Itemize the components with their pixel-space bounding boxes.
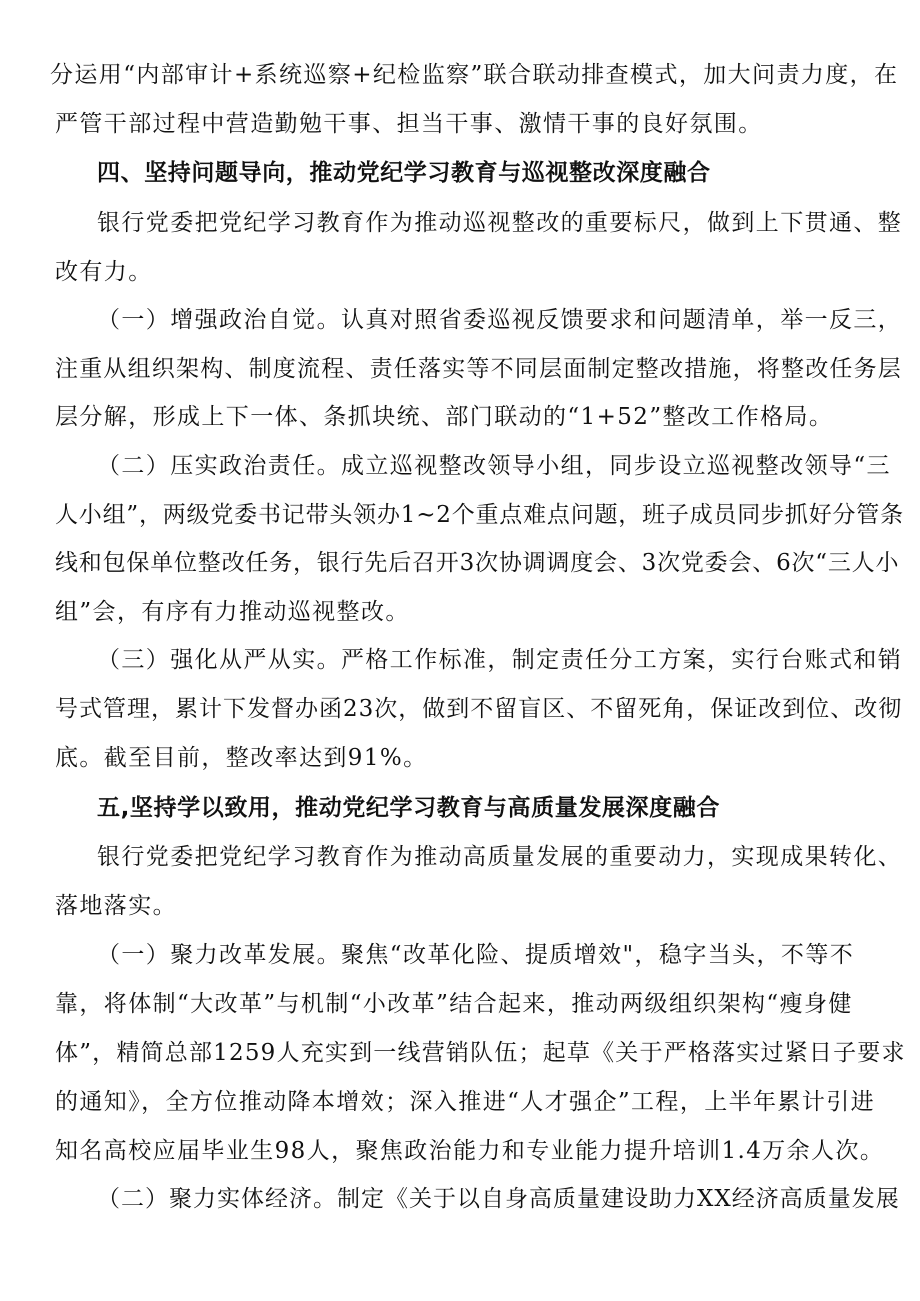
body-line: 严管干部过程中营造勤勉干事、担当干事、激情干事的良好氛围。 bbox=[55, 111, 763, 137]
body-line: （三）强化从严从实。严格工作标准，制定责任分工方案，实行台账式和销 bbox=[97, 647, 903, 673]
body-line: 改有力。 bbox=[55, 259, 153, 285]
section-heading-5: 五,坚持学以致用，推动党纪学习教育与高质量发展深度融合 bbox=[97, 795, 720, 821]
body-line: 知名高校应届毕业生98人，聚焦政治能力和专业能力提升培训1.4万余人次。 bbox=[55, 1138, 885, 1164]
body-line: 注重从组织架构、制度流程、责任落实等不同层面制定整改措施，将整改任务层 bbox=[55, 356, 902, 382]
body-line: 线和包保单位整改任务，银行先后召开3次协调调度会、3次党委会、6次“三人小 bbox=[55, 550, 900, 576]
body-line: 人小组”，两级党委书记带头领办1~2个重点难点问题，班子成员同步抓好分管条 bbox=[55, 502, 904, 528]
body-line: （一）增强政治自觉。认真对照省委巡视反馈要求和问题清单，举一反三， bbox=[97, 307, 903, 333]
section-heading-4: 四、坚持问题导向，推动党纪学习教育与巡视整改深度融合 bbox=[97, 160, 711, 186]
body-line: （二）压实政治责任。成立巡视整改领导小组，同步设立巡视整改领导“三 bbox=[97, 453, 891, 479]
body-line: 落地落实。 bbox=[55, 893, 177, 919]
body-line: 靠，将体制“大改革”与机制“小改革”结合起来，推动两级组织架构“瘦身健 bbox=[55, 991, 853, 1017]
body-line: （二）聚力实体经济。制定《关于以自身高质量建设助力XX经济高质量发展 bbox=[97, 1186, 900, 1212]
body-line: 体”，精简总部1259人充实到一线营销队伍；起草《关于严格落实过紧日子要求 bbox=[55, 1040, 906, 1066]
body-line: 的通知》，全方位推动降本增效；深入推进“人才强企”工程，上半年累计引进 bbox=[55, 1089, 876, 1115]
body-line: 号式管理，累计下发督办函23次，做到不留盲区、不留死角，保证改到位、改彻 bbox=[55, 696, 903, 722]
body-line: 层分解，形成上下一体、条抓块统、部门联动的“1+52”整改工作格局。 bbox=[55, 404, 834, 430]
body-line: （一）聚力改革发展。聚焦“改革化险、提质增效"，稳字当头，不等不 bbox=[97, 942, 855, 968]
body-line: 组”会，有序有力推动巡视整改。 bbox=[55, 599, 410, 625]
body-line: 银行党委把党纪学习教育作为推动巡视整改的重要标尺，做到上下贯通、整 bbox=[97, 210, 903, 236]
body-line: 底。截至目前，整改率达到91%。 bbox=[55, 745, 428, 771]
body-line: 银行党委把党纪学习教育作为推动高质量发展的重要动力，实现成果转化、 bbox=[97, 844, 903, 870]
body-line: 分运用“内部审计+系统巡察+纪检监察”联合联动排查模式，加大问责力度，在 bbox=[50, 62, 899, 88]
